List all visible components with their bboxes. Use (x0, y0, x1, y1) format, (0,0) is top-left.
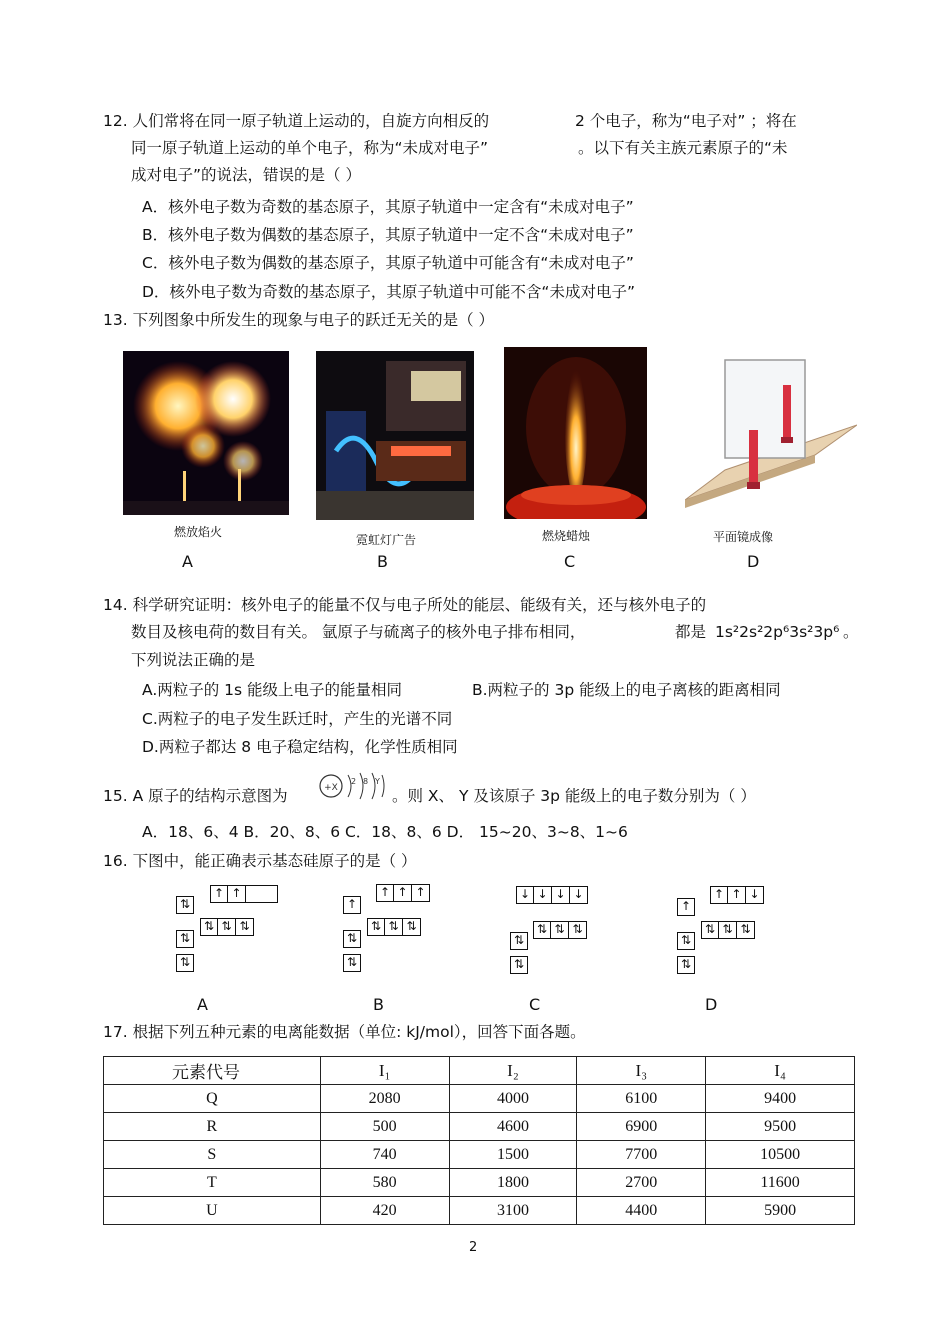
q16-letter-d: D (705, 995, 718, 1014)
orbital-box: ⇅ (510, 932, 528, 950)
orbital-box: ⇅ (236, 918, 254, 936)
q14-line2c: 。 (843, 623, 859, 641)
orbital-box: ⇅ (737, 921, 755, 939)
q12-line2a: 同一原子轨道上运动的单个电子，称为“未成对电子” (131, 139, 489, 157)
orbital-box: ⇅ (367, 918, 385, 936)
orbital-box: ⇅ (176, 896, 194, 914)
orbital-box: ⇅ (701, 921, 719, 939)
table-cell: 9400 (706, 1085, 855, 1113)
table-cell: Q (104, 1085, 321, 1113)
ionization-energy-table (103, 1056, 855, 1225)
table-cell: U (104, 1197, 321, 1225)
orbital-box: ↓ (552, 886, 570, 904)
orbital-box: ⇅ (403, 918, 421, 936)
column-header: I₂ (449, 1057, 577, 1085)
caption-c: 燃烧蜡烛 (542, 529, 591, 543)
column-header: 元素代号 (104, 1057, 321, 1085)
table-cell: S (104, 1141, 321, 1169)
table-cell: 4000 (449, 1085, 577, 1113)
orbital-box: ⇅ (677, 932, 695, 950)
orbital-box: ⇅ (200, 918, 218, 936)
q12-line2b: 。以下有关主族元素原子的“未 (578, 139, 788, 157)
table-cell: 3100 (449, 1197, 577, 1225)
orbital-box: ↑ (412, 884, 430, 902)
q14-line2b: 都是 (675, 623, 707, 641)
q12-line1a: 12. 人们常将在同一原子轨道上运动的，自旋方向相反的 (103, 112, 490, 130)
caption-d: 平面镜成像 (713, 530, 774, 544)
orbital-box: ⇅ (510, 956, 528, 974)
orbital-box: ↓ (746, 886, 764, 904)
plane-mirror-image (685, 355, 857, 515)
q14-line3: 下列说法正确的是 (131, 651, 256, 669)
orbital-box: ↑ (710, 886, 728, 904)
table-cell: 2080 (320, 1085, 449, 1113)
orbital-box: ⇅ (176, 930, 194, 948)
fireworks-image (123, 351, 289, 515)
table-row (104, 1169, 855, 1197)
q12-option-d: D．核外电子数为奇数的基态原子，其原子轨道中可能不含“未成对电子” (142, 283, 635, 301)
q16-stem: 16. 下图中，能正确表示基态硅原子的是（ ） (103, 852, 417, 870)
table-cell: 4600 (449, 1113, 577, 1141)
table-cell: 5900 (706, 1197, 855, 1225)
column-header: I₁ (320, 1057, 449, 1085)
q14-line1: 14. 科学研究证明：核外电子的能量不仅与电子所处的能层、能级有关，还与核外电子的 (103, 596, 707, 614)
table-row (104, 1197, 855, 1225)
q14-electron-config: 1s²2s²2p⁶3s²3p⁶ (715, 623, 840, 641)
column-header: I₃ (577, 1057, 706, 1085)
table-cell: 740 (320, 1141, 449, 1169)
orbital-box: ↑ (394, 884, 412, 902)
orbital-box: ↑ (228, 885, 246, 903)
q12-option-a: A．核外电子数为奇数的基态原子，其原子轨道中一定含有“未成对电子” (142, 198, 634, 216)
neon-sign-image (316, 351, 474, 520)
letter-b: B (377, 552, 388, 571)
table-row (104, 1085, 855, 1113)
orbital-box: ↑ (343, 896, 361, 914)
orbital-box: ⇅ (343, 954, 361, 972)
q15-options: A．18、6、4 B．20、8、6 C．18、8、6 D． 15~20、3~8、1~6 (142, 823, 628, 841)
caption-a: 燃放焰火 (174, 525, 223, 539)
orbital-box: ↑ (728, 886, 746, 904)
q14-option-a: A.两粒子的 1s 能级上电子的能量相同 (142, 681, 403, 699)
svg-text:2: 2 (351, 777, 357, 786)
q16-letter-b: B (373, 995, 384, 1014)
column-header: I₄ (706, 1057, 855, 1085)
page-number: 2 (469, 1240, 478, 1255)
table-row (104, 1113, 855, 1141)
table-cell: 6100 (577, 1085, 706, 1113)
orbital-box (246, 885, 278, 903)
orbital-box: ↓ (534, 886, 552, 904)
q12-line3: 成对电子”的说法，错误的是（ ） (131, 166, 361, 184)
orbital-box: ↑ (376, 884, 394, 902)
letter-c: C (564, 552, 576, 571)
table-cell: 4400 (577, 1197, 706, 1225)
table-cell: R (104, 1113, 321, 1141)
orbital-box: ⇅ (533, 921, 551, 939)
q17-stem: 17. 根据下列五种元素的电离能数据（单位: kJ/mol），回答下面各题。 (103, 1023, 586, 1041)
q14-line2a: 数目及核电荷的数目有关。 氩原子与硫离子的核外电子排布相同， (131, 623, 586, 641)
orbital-box: ↑ (210, 885, 228, 903)
candle-image (504, 347, 647, 519)
atom-structure-diagram (318, 769, 386, 803)
table-cell: 1500 (449, 1141, 577, 1169)
q12-option-b: B．核外电子数为偶数的基态原子，其原子轨道中一定不含“未成对电子” (142, 226, 634, 244)
orbital-box: ↑ (677, 898, 695, 916)
orbital-box: ⇅ (385, 918, 403, 936)
q15-stem-a: 15. A 原子的结构示意图为 (103, 787, 288, 805)
orbital-box: ⇅ (677, 956, 695, 974)
orbital-box: ⇅ (719, 921, 737, 939)
table-cell: T (104, 1169, 321, 1197)
q12-line1b: 2 个电子，称为“电子对” ；将在 (575, 112, 797, 130)
table-cell: 6900 (577, 1113, 706, 1141)
table-cell: 10500 (706, 1141, 855, 1169)
orbital-box: ⇅ (551, 921, 569, 939)
svg-text:Y: Y (375, 777, 380, 786)
orbital-box: ⇅ (218, 918, 236, 936)
table-cell: 11600 (706, 1169, 855, 1197)
q12-option-c: C．核外电子数为偶数的基态原子，其原子轨道中可能含有“未成对电子” (142, 254, 634, 272)
table-cell: 500 (320, 1113, 449, 1141)
orbital-box: ⇅ (176, 954, 194, 972)
orbital-box: ↓ (570, 886, 588, 904)
table-cell: 2700 (577, 1169, 706, 1197)
table-cell: 420 (320, 1197, 449, 1225)
table-cell: 7700 (577, 1141, 706, 1169)
orbital-box: ↓ (516, 886, 534, 904)
q16-letter-a: A (197, 995, 208, 1014)
table-cell: 9500 (706, 1113, 855, 1141)
svg-text:+X: +X (324, 783, 338, 793)
letter-d: D (747, 552, 760, 571)
q14-option-d: D.两粒子都达 8 电子稳定结构，化学性质相同 (142, 738, 458, 756)
table-cell: 580 (320, 1169, 449, 1197)
q13-stem: 13. 下列图象中所发生的现象与电子的跃迁无关的是（ ） (103, 311, 495, 329)
table-cell: 1800 (449, 1169, 577, 1197)
q14-option-c: C.两粒子的电子发生跃迁时，产生的光谱不同 (142, 710, 453, 728)
orbital-box: ⇅ (343, 930, 361, 948)
table-header-row (104, 1057, 855, 1085)
table-row (104, 1141, 855, 1169)
svg-text:8: 8 (363, 777, 369, 786)
caption-b: 霓虹灯广告 (356, 533, 417, 547)
q14-option-b: B.两粒子的 3p 能级上的电子离核的距离相同 (472, 681, 781, 699)
q16-letter-c: C (529, 995, 541, 1014)
letter-a: A (182, 552, 193, 571)
q15-stem-b: 。则 X、 Y 及该原子 3p 能级上的电子数分别为（ ） (392, 787, 756, 805)
orbital-box: ⇅ (569, 921, 587, 939)
